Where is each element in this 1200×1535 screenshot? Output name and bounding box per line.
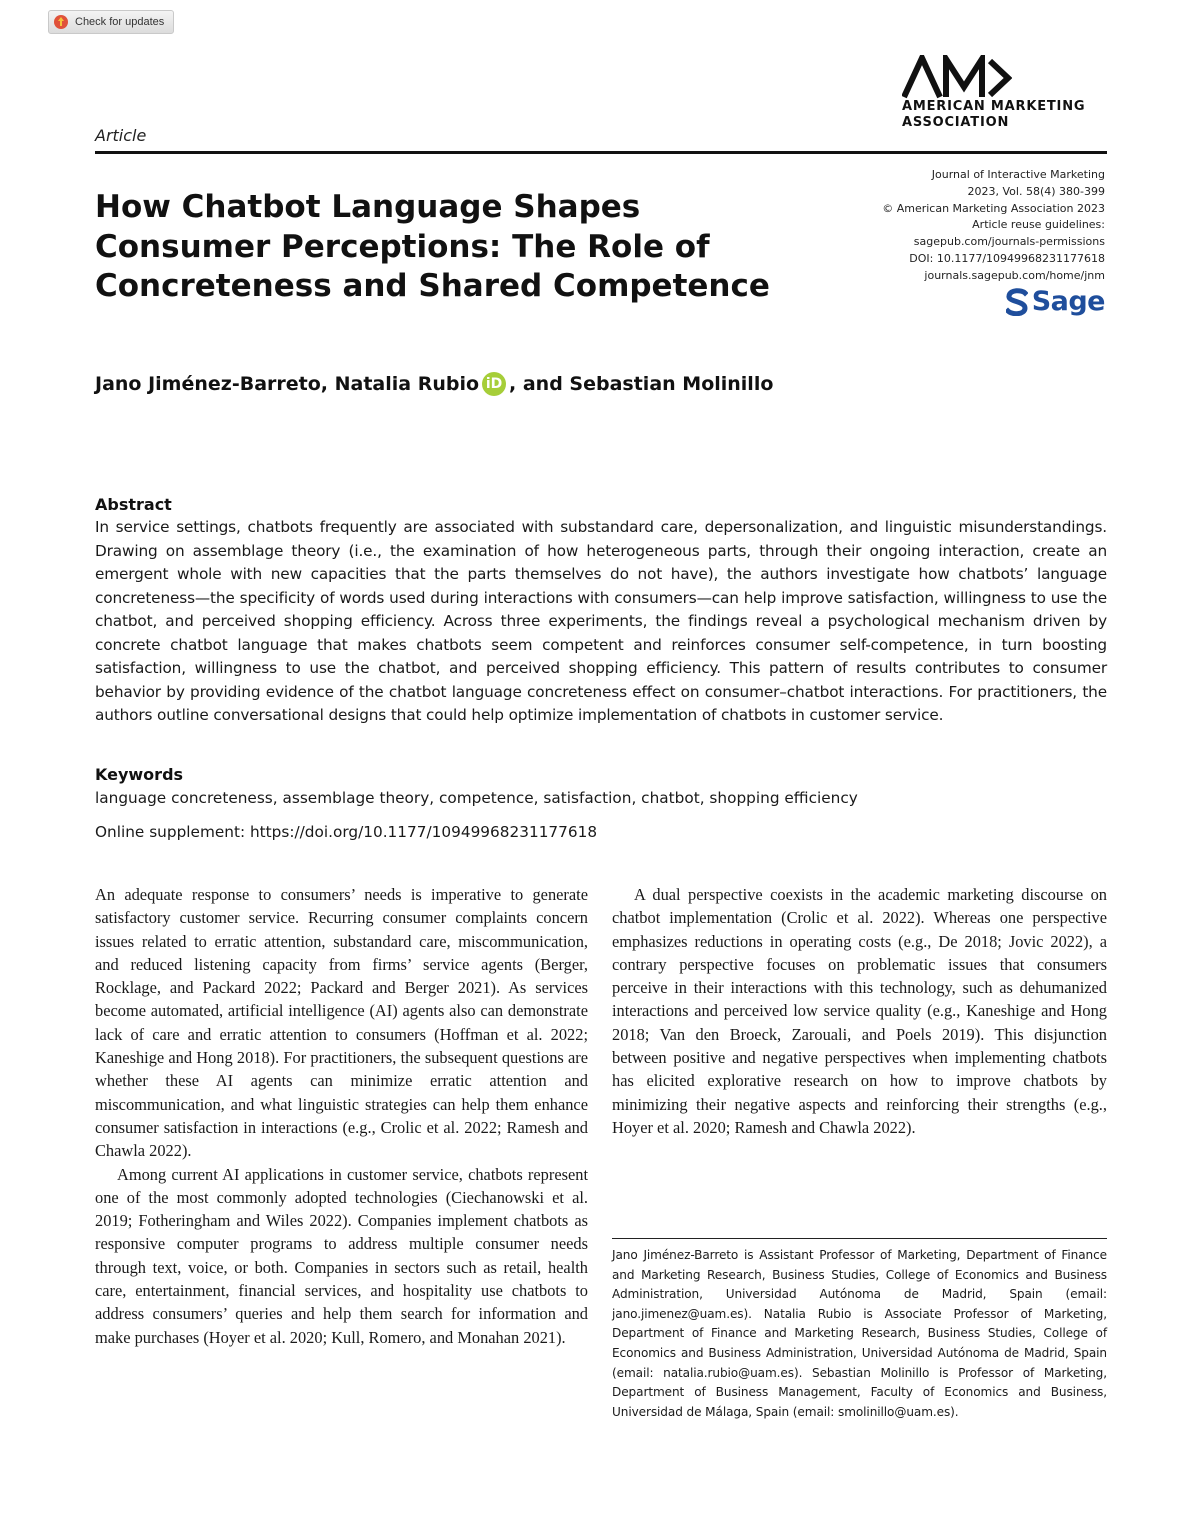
author-list — [95, 372, 773, 396]
body-right-column — [612, 883, 1107, 1139]
body-paragraph: An adequate response to consumers’ needs is imperative to generate satisfactory customer service. Recurring consumer complaints concern issues related to erratic attention, substandard care, miscommunication, and reduced listening capacity from firms’ service agents (Berger, Rocklage, and Packard 2022; Packard and Berger 2021). As services become automated, artificial intelligence (AI) agents also can demonstrate lack of care and erratic attention to consumers (Hoffman et al. 2022; Kaneshige and Hong 2018). For practitioners, the subsequent questions are whether these AI agents can minimize erratic attention and miscommunication, and what linguistic strategies can help them enhance consumer satisfaction in interactions (e.g., Crolic et al. 2022; Ramesh and Chawla 2022). — [95, 885, 588, 1161]
body-paragraph: Among current AI applications in customer service, chatbots represent one of the most commonly adopted technologies (Ciechanowski et al. 2019; Fotheringham and Wiles 2022). Companies implement chatbots as responsive computer programs to address multiple consumer needs through text, voice, or both. Companies in sectors such as retail, health care, entertainment, financial services, and hospitality use chatbots to address consumers’ queries and help them search for information and make purchases (Hoyer et al. 2020; Kull, Romero, and Monahan 2021). — [95, 1164, 588, 1347]
authors-part1: Jano Jiménez-Barreto, Natalia Rubio — [95, 373, 480, 395]
reuse-guidelines-link[interactable]: sagepub.com/journals-permissions — [913, 235, 1105, 249]
ama-logo-text-line1: AMERICAN MARKETING — [902, 99, 1086, 114]
article-type-label: Article — [95, 126, 147, 145]
journal-copyright: © American Marketing Association 2023 — [882, 201, 1105, 215]
authors-part2: , and Sebastian Molinillo — [509, 373, 774, 395]
online-supplement-link[interactable]: Online supplement: https://doi.org/10.1177/10949968231177618 — [95, 823, 598, 841]
ama-logo — [902, 55, 1112, 131]
journal-homepage-link[interactable]: journals.sagepub.com/home/jnm — [924, 268, 1105, 282]
update-badge-icon — [53, 14, 69, 30]
body-paragraph: A dual perspective coexists in the academic marketing discourse on chatbot implementation (Crolic et al. 2022). Whereas one perspective emphasizes reductions in operating costs (e.g., De 2018; Jovic 2022), a contrary perspective focuses on problematic issues that consumers perceive in their interactions with this technology, such as dehumanized interactions and perceived low service quality (e.g., Kaneshige and Hong 2018; Van den Broeck, Zarouali, and Poels 2019). This disjunction between positive and negative perspectives when implementing chatbots has elicited explorative research on how to improve chatbots by minimizing their negative aspects and reinforcing their strengths (e.g., Hoyer et al. 2020; Ramesh and Chawla 2022). — [612, 885, 1107, 1137]
sage-s-icon — [1006, 288, 1028, 316]
keywords-text: language concreteness, assemblage theory, competence, satisfaction, chatbot, shopping efficiency — [95, 789, 858, 807]
sage-wordmark: Sage — [1031, 286, 1105, 317]
footnote-rule — [612, 1238, 1107, 1239]
orcid-icon[interactable]: iD — [482, 372, 506, 396]
abstract-text: In service settings, chatbots frequently are associated with substandard care, depersonalization, and linguistic misunderstandings. Drawing on assemblage theory (i.e., the examination of how heterogeneous parts, through their ongoing interaction, create an emergent whole with new capacities that the parts themselves do not have), the authors investigate how chatbots’ language concreteness—the specificity of words used during interactions with consumers—can help improve satisfaction, willingness to use the chatbot, and perceived shopping efficiency. Across three experiments, the findings reveal a psychological mechanism driven by concrete chatbot language that makes chatbots seem competent and reinforces consumer self-competence, in turn boosting satisfaction, willingness to use the chatbot, and perceived shopping efficiency. This pattern of results contributes to consumer behavior by providing evidence of the chatbot language concreteness effect on consumer–chatbot interactions. For practitioners, the authors outline conversational designs that could help optimize implementation of chatbots in customer service. — [95, 518, 1107, 724]
reuse-guidelines-label: Article reuse guidelines: — [972, 218, 1105, 232]
doi-text[interactable]: DOI: 10.1177/10949968231177618 — [909, 251, 1105, 265]
journal-meta — [882, 167, 1105, 285]
check-for-updates-label: Check for updates — [75, 16, 165, 28]
check-for-updates-button[interactable] — [48, 10, 174, 34]
author-affiliations-footnote: Jano Jiménez-Barreto is Assistant Professor of Marketing, Department of Finance and Marketing Research, Business Studies, College of Economics and Business Administration, Universidad Autónoma de Madrid, Spain (email: jano.jimenez@uam.es). Natalia Rubio is Associate Professor of Marketing, Department of Finance and Marketing Research, Business Studies, College of Economics and Business Administration, Universidad Autónoma de Madrid, Spain (email: natalia.rubio@uam.es). Sebastian Molinillo is Professor of Marketing, Department of Business Management, Faculty of Economics and Business, Universidad de Málaga, Spain (email: smolinillo@uam.es). — [612, 1248, 1107, 1419]
sage-logo — [1006, 286, 1105, 317]
journal-name: Journal of Interactive Marketing — [931, 168, 1105, 181]
journal-volume: 2023, Vol. 58(4) 380-399 — [967, 184, 1105, 198]
keywords-heading: Keywords — [95, 765, 184, 784]
header-rule — [95, 151, 1107, 154]
article-title: How Chatbot Language Shapes Consumer Perceptions: The Role of Concreteness and Shared Competence — [95, 189, 770, 304]
ama-logo-mark-icon — [902, 55, 1012, 99]
body-left-column — [95, 883, 588, 1349]
abstract-heading: Abstract — [95, 495, 172, 514]
ama-logo-text-line2: ASSOCIATION — [902, 115, 1010, 130]
